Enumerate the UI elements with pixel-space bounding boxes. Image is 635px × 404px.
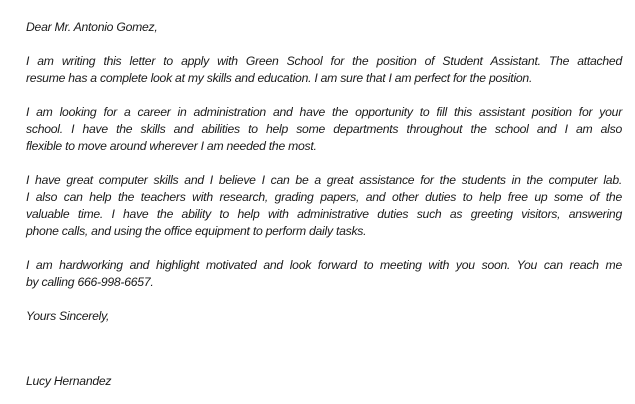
text-line: resume has a complete look at my skills and education. I am sure that I am perfect for the position. [26, 71, 533, 85]
text-line: by calling 666-998-6657. [26, 275, 154, 289]
closing: Yours Sincerely, [26, 309, 110, 323]
paragraph-career [26, 104, 622, 155]
paragraph-skills [26, 172, 622, 240]
salutation: Dear Mr. Antonio Gomez, [26, 20, 158, 34]
cover-letter [26, 19, 622, 325]
text-line: I am hardworking and highlight motivated and look forward to meeting with you soon. You can reach me [26, 258, 622, 272]
text-line: school. I have the skills and abilities to help some departments throughout the school and I am also [26, 122, 622, 136]
text-line: I have great computer skills and I believe I can be a great assistance for the students in the computer lab. [26, 173, 622, 187]
text-line: I also can help the teachers with research, grading papers, and other duties to help free up some of the [26, 190, 622, 204]
signature-name: Lucy Hernandez [26, 374, 112, 388]
text-line: I am looking for a career in administration and have the opportunity to fill this assistant position for your [26, 105, 622, 119]
paragraph-intro [26, 53, 622, 87]
paragraph-contact [26, 257, 622, 291]
text-line: valuable time. I have the ability to help with administrative duties such as greeting visitors, answering [26, 207, 622, 221]
text-line: I am writing this letter to apply with Green School for the position of Student Assistant. The attached [26, 54, 622, 68]
text-line: phone calls, and using the office equipment to perform daily tasks. [26, 224, 367, 238]
text-line: flexible to move around wherever I am needed the most. [26, 139, 317, 153]
